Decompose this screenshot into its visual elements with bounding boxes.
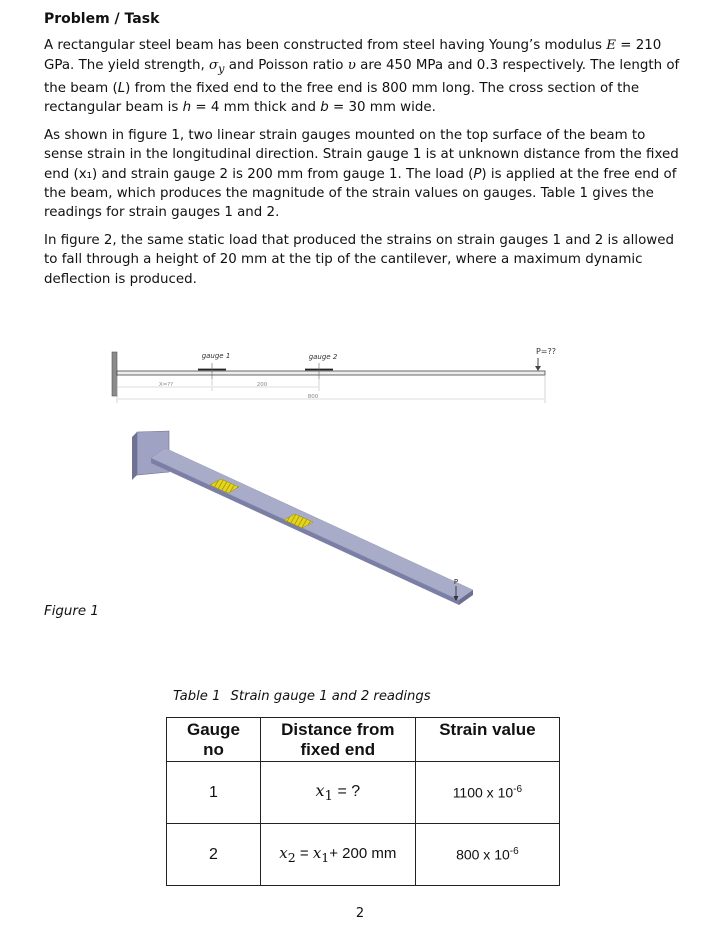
dimension-200-label: 200 — [256, 382, 268, 388]
gauge-1-label: gauge 1 — [201, 352, 231, 360]
problem-document — [44, 10, 686, 297]
dimension-x-label: X=?? — [158, 382, 174, 388]
beam-side-face — [151, 458, 459, 605]
gauge-2-label: gauge 2 — [308, 353, 338, 361]
cell-distance: $x_1$ = ? — [260, 762, 415, 824]
header-strain: Strain value — [415, 718, 559, 762]
table-header-row — [167, 718, 560, 762]
paragraph-strain-gauges: As shown in figure 1, two linear strain gauges mounted on the top surface of the beam to sense strain in the longitudinal direction. Strain gauge 1 is at unknown distance from the fixed end (x₁) and strain gauge 2 is 200 mm from gauge 1. The load (P) is applied at the free end of the beam, which produces the magnitude of the strain values on gauges. Table 1 gives the readings for strain gauges 1 and 2. — [44, 127, 679, 221]
cell-strain: 800 x $10^{-6}$ — [415, 824, 559, 886]
fixed-wall — [112, 352, 117, 396]
header-gauge-no: Gauge no — [167, 718, 261, 762]
table-row — [167, 762, 560, 824]
figure-caption: Figure 1 — [44, 604, 99, 619]
paragraph-dynamic-load: In figure 2, the same static load that produced the strains on strain gauges 1 and 2 is allowed to fall through a height of 20 mm at the tip of the cantilever, where a maximum dynamic deflection is produced. — [44, 232, 674, 287]
dimension-800-label: 800 — [307, 394, 319, 400]
strain-gauge-table — [166, 717, 560, 886]
table-row — [167, 824, 560, 886]
beam-top-face — [151, 448, 473, 600]
cell-distance: $x_2 = x_1+ 200$ mm — [260, 824, 415, 886]
figure-1-diagram — [0, 330, 720, 630]
cell-strain: 1100 x $10^{-6}$ — [415, 762, 559, 824]
cell-gauge: 2 — [167, 824, 261, 886]
beam-side — [117, 371, 545, 375]
iso-load-label: P — [453, 578, 459, 586]
page-number: 2 — [355, 906, 365, 921]
isometric-view — [132, 431, 473, 605]
paragraph-material-properties: A rectangular steel beam has been constructed from steel having Young’s modulus E = 210 GPa. The yield strength, $\sigma_y$ and Poisson ratio υ are 450 MPa and 0.3 respectively. The length of the beam (L) from the fixed end to the free end is 800 mm long. The cross section of the rectangular beam is h = 4 mm thick and b = 30 mm wide. — [44, 38, 680, 116]
problem-heading: Problem / Task — [44, 11, 160, 27]
wall-plate-side — [132, 432, 137, 480]
cell-gauge: 1 — [167, 762, 261, 824]
side-view — [112, 347, 556, 403]
load-label: P=?? — [535, 347, 557, 356]
header-distance: Distance from fixed end — [260, 718, 415, 762]
table-caption: Table 1 Strain gauge 1 and 2 readings — [173, 689, 431, 704]
